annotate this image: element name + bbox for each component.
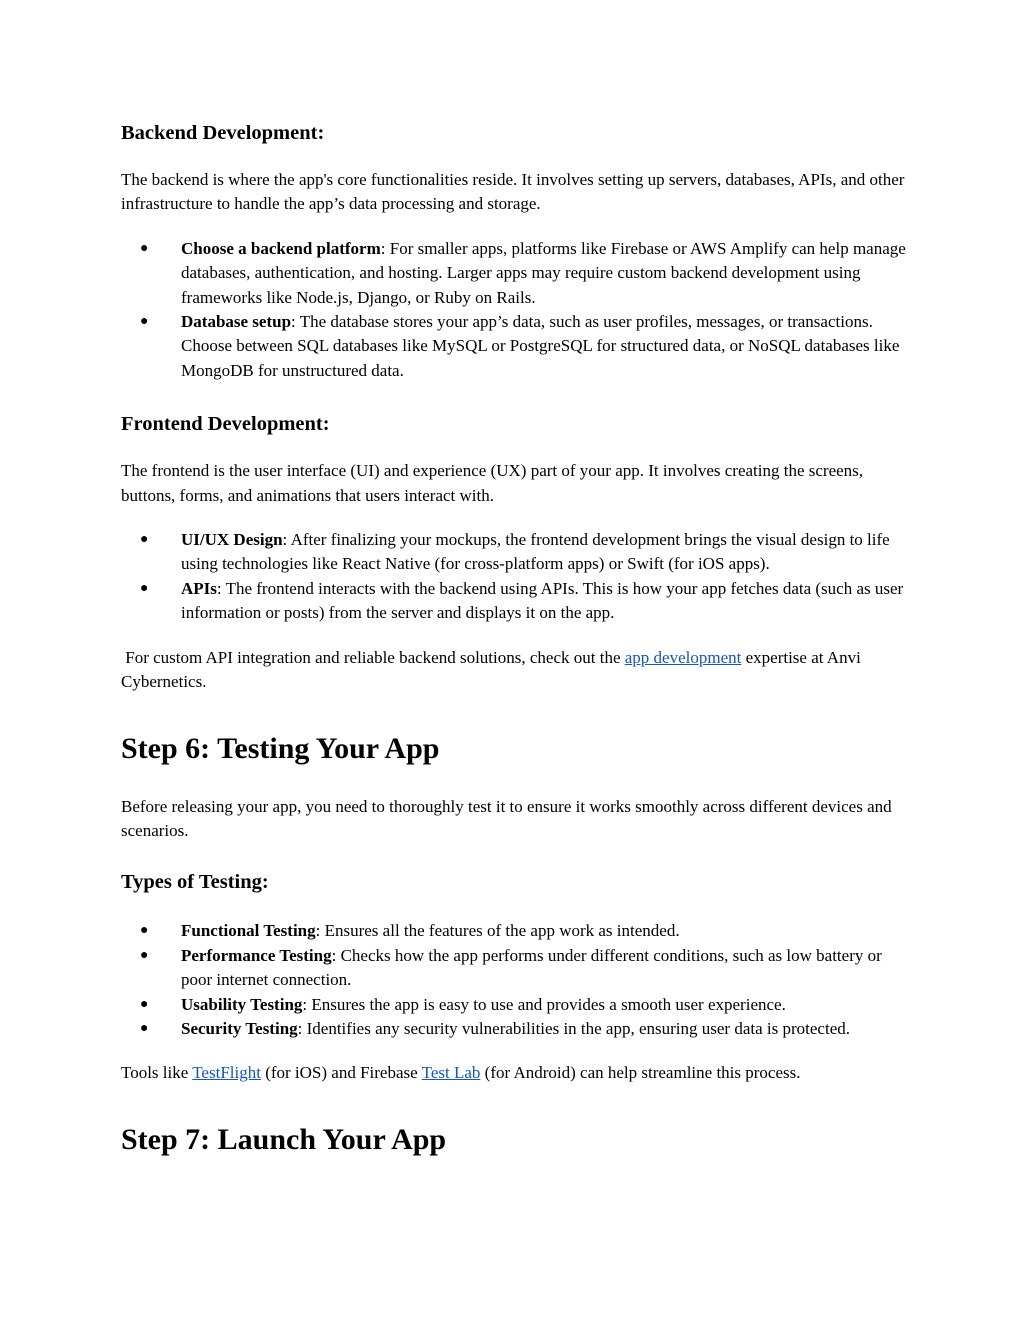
testflight-link[interactable]: TestFlight	[192, 1063, 261, 1083]
document-page	[121, 118, 906, 1160]
list-item-term: Usability Testing	[181, 994, 303, 1014]
backend-intro: The backend is where the app's core functionalities reside. It involves setting up servers, databases, APIs, and other infrastructure to handle the app’s data processing and storage.	[121, 170, 905, 214]
bullet-icon: ●	[140, 947, 149, 963]
frontend-list	[121, 528, 906, 626]
list-item-term: UI/UX Design	[181, 530, 283, 550]
bullet-icon: ●	[140, 996, 149, 1012]
list-item	[121, 944, 906, 993]
list-item	[121, 919, 906, 943]
bullet-icon: ●	[140, 532, 149, 548]
step6-intro: Before releasing your app, you need to thoroughly test it to ensure it works smoothly across different devices and scenarios.	[121, 796, 892, 840]
bullet-icon: ●	[140, 580, 149, 596]
tools-text-2: (for iOS) and Firebase	[260, 1063, 422, 1083]
list-item	[121, 993, 906, 1017]
list-item-term: Choose a backend platform	[181, 238, 381, 258]
step6-heading: Step 6: Testing Your App	[121, 731, 440, 765]
frontend-intro: The frontend is the user interface (UI) and experience (UX) part of your app. It involves creating the screens, buttons, forms, and animations that users interact with.	[121, 461, 864, 505]
list-item	[121, 577, 906, 626]
tools-paragraph	[121, 1061, 906, 1085]
list-item	[121, 1017, 906, 1041]
list-item-text: : For smaller apps, platforms like Firebase or AWS Amplify can help manage databases, authentication, and hosting. Larger apps may require custom backend development using frameworks like Node.js, Django, or Ruby on Rails.	[181, 238, 906, 307]
cta-text-after: expertise at Anvi Cybernetics.	[121, 647, 866, 692]
bullet-icon: ●	[140, 240, 149, 256]
app-development-link[interactable]: app development	[624, 647, 742, 667]
backend-heading: Backend Development:	[121, 122, 325, 144]
bullet-icon: ●	[140, 314, 149, 330]
list-item-text: : Ensures all the features of the app work as intended.	[315, 921, 680, 941]
cta-text-before: For custom API integration and reliable backend solutions, check out the	[121, 647, 625, 667]
cta-paragraph	[121, 646, 906, 695]
list-item-term: Performance Testing	[181, 945, 332, 965]
list-item-text: : Identifies any security vulnerabilities in the app, ensuring user data is protected.	[297, 1018, 850, 1038]
list-item	[121, 310, 906, 383]
backend-list	[121, 237, 906, 383]
list-item	[121, 528, 906, 577]
tools-text-3: (for Android) can help streamline this process.	[480, 1063, 801, 1083]
list-item-term: Functional Testing	[181, 921, 316, 941]
list-item-term: APIs	[181, 578, 217, 598]
tools-text-1: Tools like	[121, 1063, 193, 1083]
list-item-text: : Ensures the app is easy to use and provides a smooth user experience.	[302, 994, 786, 1014]
testing-list	[121, 919, 906, 1041]
step7-heading: Step 7: Launch Your App	[121, 1122, 447, 1156]
bullet-icon: ●	[140, 1020, 149, 1036]
list-item	[121, 237, 906, 310]
bullet-icon: ●	[140, 923, 149, 939]
list-item-text: : Checks how the app performs under different conditions, such as low battery or poor internet connection.	[181, 945, 882, 990]
list-item-text: : The database stores your app’s data, such as user profiles, messages, or transactions. Choose between SQL databases like MySQL or PostgreSQL for structured data, or NoSQL databases like MongoDB for unstructured data.	[181, 312, 900, 380]
testing-types-heading: Types of Testing:	[121, 871, 269, 894]
list-item-text: : After finalizing your mockups, the frontend development brings the visual design to life using technologies like React Native (for cross-platform apps) or Swift (for iOS apps).	[181, 530, 890, 574]
list-item-term: Database setup	[181, 312, 292, 332]
list-item-term: Security Testing	[181, 1018, 298, 1038]
test-lab-link[interactable]: Test Lab	[421, 1063, 481, 1083]
list-item-text: : The frontend interacts with the backend using APIs. This is how your app fetches data (such as user information or posts) from the server and displays it on the app.	[181, 578, 904, 623]
frontend-heading: Frontend Development:	[121, 413, 330, 436]
